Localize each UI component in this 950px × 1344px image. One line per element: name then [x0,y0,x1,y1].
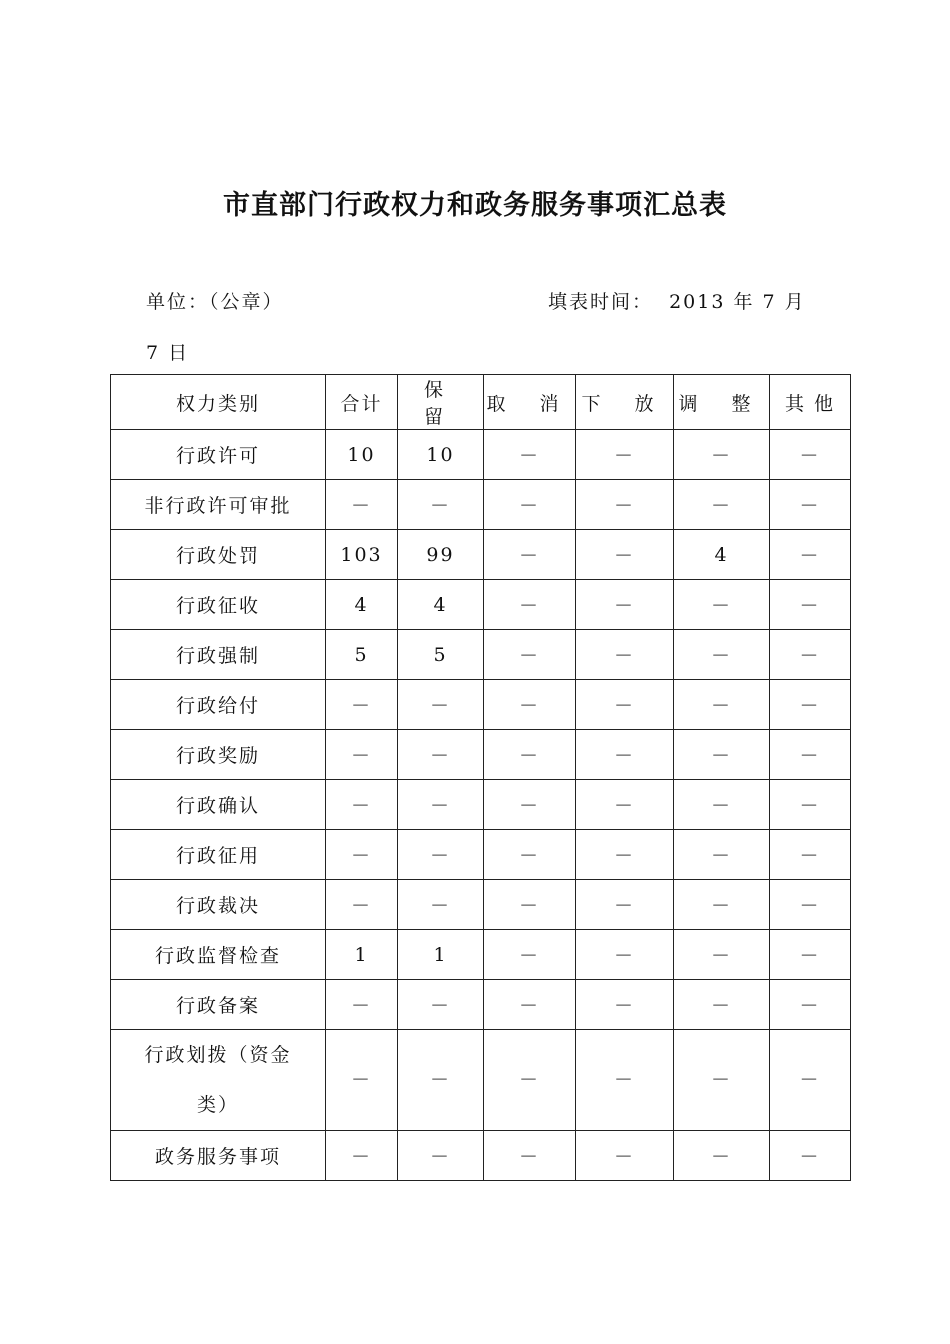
cell-other: － [770,880,851,930]
cell-delegate: － [576,580,674,630]
table-row [111,880,851,930]
cell-other: － [770,680,851,730]
table-row [111,580,851,630]
table-row [111,980,851,1030]
cell-delegate: － [576,830,674,880]
cell-adjust: － [674,930,770,980]
cell-category: 行政监督检查 [111,930,326,980]
cell-adjust: － [674,730,770,780]
cell-other: － [770,1030,851,1131]
cell-delegate: － [576,880,674,930]
cell-other: － [770,730,851,780]
cell-retain: 10 [398,430,484,480]
table-row [111,480,851,530]
table-row [111,730,851,780]
cell-other: － [770,1131,851,1181]
cell-adjust: － [674,830,770,880]
header-category: 权力类别 [111,375,326,430]
cell-cancel: － [484,930,576,980]
cell-cancel: － [484,630,576,680]
cell-retain: － [398,830,484,880]
table-row [111,930,851,980]
cell-adjust: － [674,680,770,730]
cell-retain: － [398,980,484,1030]
cell-category: 行政处罚 [111,530,326,580]
cell-category: 行政备案 [111,980,326,1030]
table-row [111,1030,851,1131]
cell-total: － [326,980,398,1030]
cell-total: － [326,880,398,930]
cell-total: 10 [326,430,398,480]
table-row [111,780,851,830]
cell-cancel: － [484,880,576,930]
cell-category: 行政确认 [111,780,326,830]
cell-adjust: － [674,630,770,680]
table-body [111,430,851,1181]
cell-category: 行政征用 [111,830,326,880]
summary-table [110,374,851,1181]
cell-category: 非行政许可审批 [111,480,326,530]
cell-retain: － [398,1131,484,1181]
cell-adjust: － [674,580,770,630]
cell-total: － [326,1131,398,1181]
header-delegate: 下 放 [576,375,674,430]
cell-other: － [770,580,851,630]
table-row [111,680,851,730]
cell-adjust: － [674,480,770,530]
cell-retain: － [398,880,484,930]
cell-cancel: － [484,730,576,780]
cell-retain: － [398,480,484,530]
cell-other: － [770,830,851,880]
table-row [111,1131,851,1181]
cell-other: － [770,480,851,530]
page-title: 市直部门行政权力和政务服务事项汇总表 [223,190,727,221]
cell-category: 行政给付 [111,680,326,730]
cell-other: － [770,530,851,580]
header-retain: 保 留 [398,375,484,430]
cell-delegate: － [576,430,674,480]
unit-label: 单位：（公章） [146,291,284,313]
cell-retain: － [398,1030,484,1131]
cell-adjust: － [674,430,770,480]
fill-time-day: 7 日 [146,342,190,364]
header-cancel: 取 消 [484,375,576,430]
cell-retain: 5 [398,630,484,680]
cell-delegate: － [576,630,674,680]
cell-total: － [326,680,398,730]
cell-total: 103 [326,530,398,580]
cell-other: － [770,630,851,680]
cell-adjust: － [674,1131,770,1181]
table-row [111,830,851,880]
cell-adjust: 4 [674,530,770,580]
cell-delegate: － [576,480,674,530]
cell-cancel: － [484,530,576,580]
cell-category: 行政许可 [111,430,326,480]
cell-other: － [770,930,851,980]
cell-cancel: － [484,580,576,630]
cell-total: － [326,780,398,830]
table-header-row [111,375,851,430]
cell-total: － [326,1030,398,1131]
cell-adjust: － [674,980,770,1030]
cell-adjust: － [674,880,770,930]
cell-retain: － [398,680,484,730]
cell-adjust: － [674,780,770,830]
cell-total: － [326,830,398,880]
cell-cancel: － [484,980,576,1030]
cell-delegate: － [576,1030,674,1131]
cell-total: 1 [326,930,398,980]
cell-total: 4 [326,580,398,630]
cell-category: 行政奖励 [111,730,326,780]
cell-category: 行政裁决 [111,880,326,930]
cell-delegate: － [576,930,674,980]
cell-other: － [770,780,851,830]
cell-delegate: － [576,780,674,830]
cell-cancel: － [484,1030,576,1131]
cell-delegate: － [576,1131,674,1181]
header-adjust: 调 整 [674,375,770,430]
cell-category: 行政划拨（资金类） [111,1030,326,1131]
cell-retain: 4 [398,580,484,630]
cell-cancel: － [484,830,576,880]
cell-cancel: － [484,430,576,480]
cell-delegate: － [576,680,674,730]
cell-total: － [326,480,398,530]
cell-delegate: － [576,980,674,1030]
cell-cancel: － [484,680,576,730]
cell-category: 政务服务事项 [111,1131,326,1181]
cell-total: 5 [326,630,398,680]
table-row [111,430,851,480]
cell-other: － [770,980,851,1030]
cell-retain: － [398,780,484,830]
cell-cancel: － [484,1131,576,1181]
cell-cancel: － [484,780,576,830]
table-row [111,630,851,680]
cell-total: － [326,730,398,780]
cell-delegate: － [576,730,674,780]
cell-retain: 99 [398,530,484,580]
cell-retain: － [398,730,484,780]
cell-category: 行政征收 [111,580,326,630]
cell-retain: 1 [398,930,484,980]
header-total: 合计 [326,375,398,430]
cell-adjust: － [674,1030,770,1131]
header-other: 其 他 [770,375,851,430]
table-row [111,530,851,580]
cell-category: 行政强制 [111,630,326,680]
fill-time-label: 填表时间： 2013 年 7 月 [548,291,806,313]
cell-cancel: － [484,480,576,530]
cell-other: － [770,430,851,480]
cell-delegate: － [576,530,674,580]
